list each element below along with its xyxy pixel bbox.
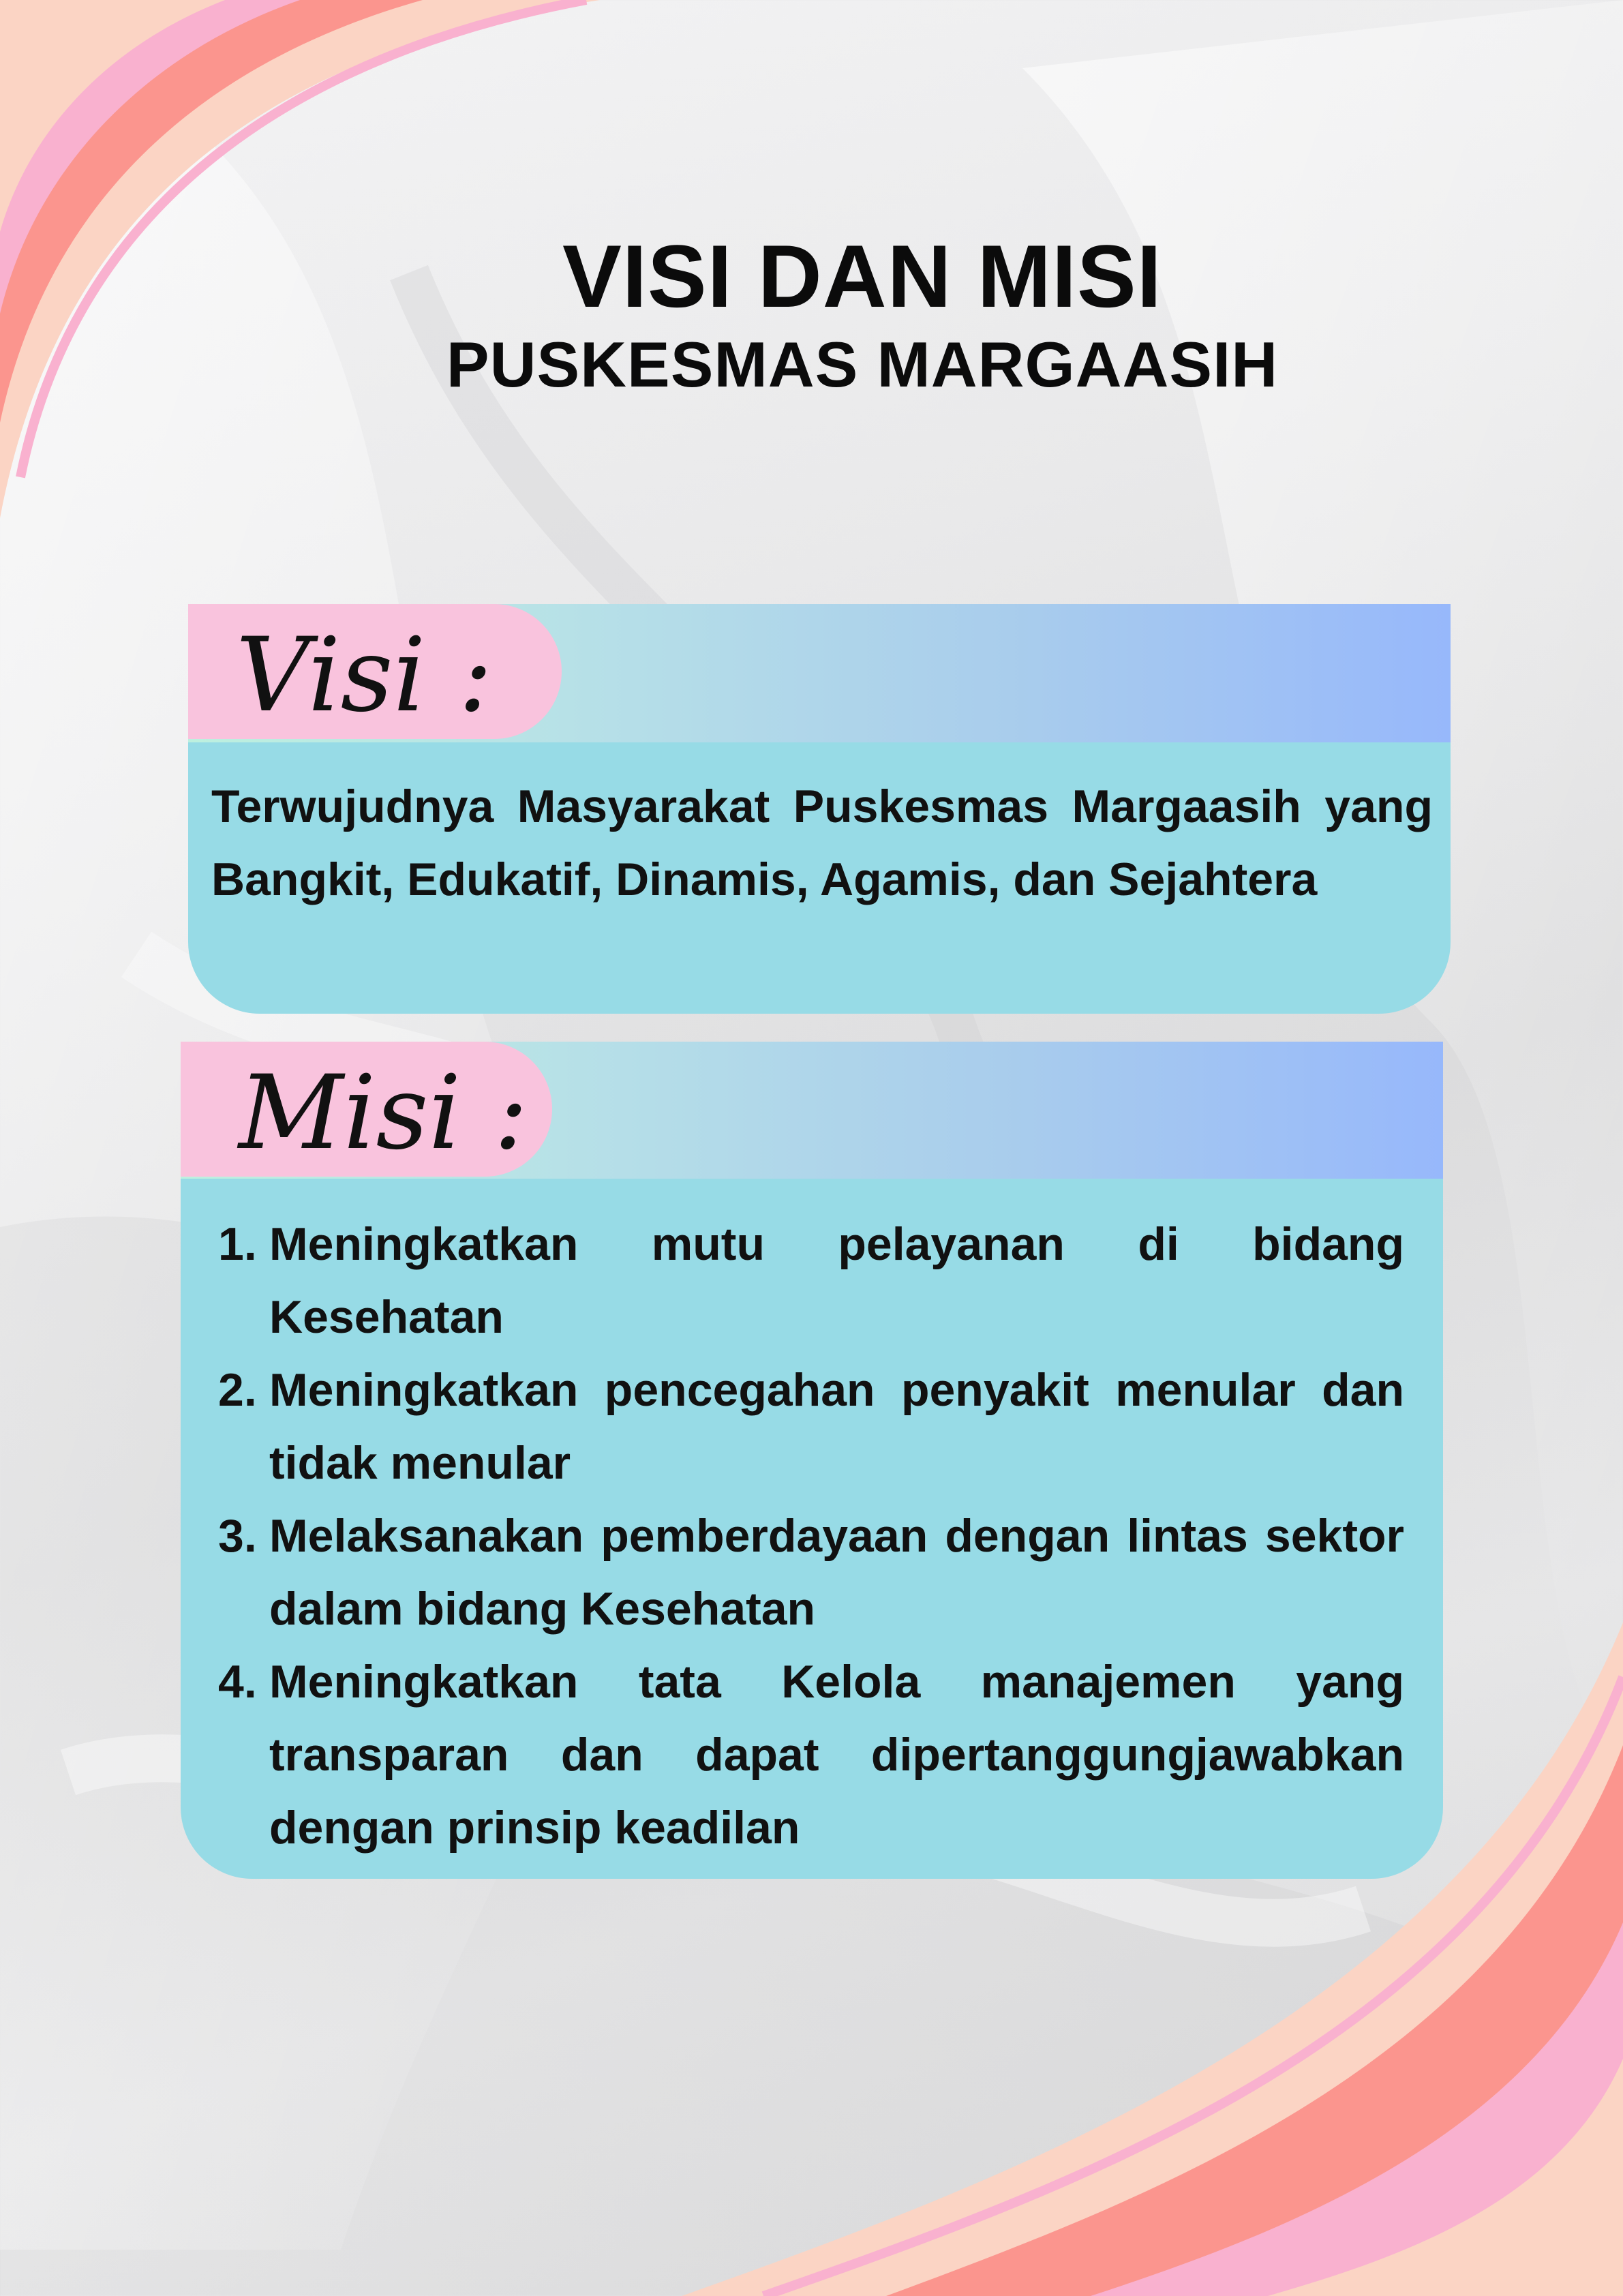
misi-item-number: 3. — [218, 1510, 257, 1562]
misi-tab — [181, 1042, 552, 1177]
misi-list — [204, 1208, 1404, 1864]
page-header — [0, 225, 1623, 402]
page-subtitle: PUSKESMAS MARGAASIH — [446, 329, 1279, 400]
misi-item-number: 4. — [218, 1656, 257, 1708]
misi-item — [204, 1208, 1404, 1354]
visi-text: Terwujudnya Masyarakat Puskesmas Margaasih yang Bangkit, Edukatif, Dinamis, Agamis, dan Sejahtera — [211, 781, 1433, 905]
misi-item — [204, 1646, 1404, 1864]
misi-item — [204, 1354, 1404, 1500]
misi-item-text: Meningkatkan tata Kelola manajemen yang transparan dan dapat dipertanggungjawabkan dengan prinsip keadilan — [269, 1656, 1404, 1854]
misi-item-text: Meningkatkan mutu pelayanan di bidang Kesehatan — [269, 1218, 1404, 1343]
page-title: VISI DAN MISI — [562, 226, 1162, 326]
misi-item-number: 2. — [218, 1364, 257, 1416]
misi-item-text: Melaksanakan pemberdayaan dengan lintas sektor dalam bidang Kesehatan — [269, 1510, 1404, 1635]
misi-item — [204, 1500, 1404, 1646]
misi-label: Misi : — [239, 1054, 528, 1173]
misi-item-number: 1. — [218, 1218, 257, 1270]
misi-item-text: Meningkatkan pencegahan penyakit menular dan tidak menular — [269, 1364, 1404, 1489]
visi-label: Visi : — [236, 616, 493, 735]
visi-tab — [188, 604, 562, 739]
